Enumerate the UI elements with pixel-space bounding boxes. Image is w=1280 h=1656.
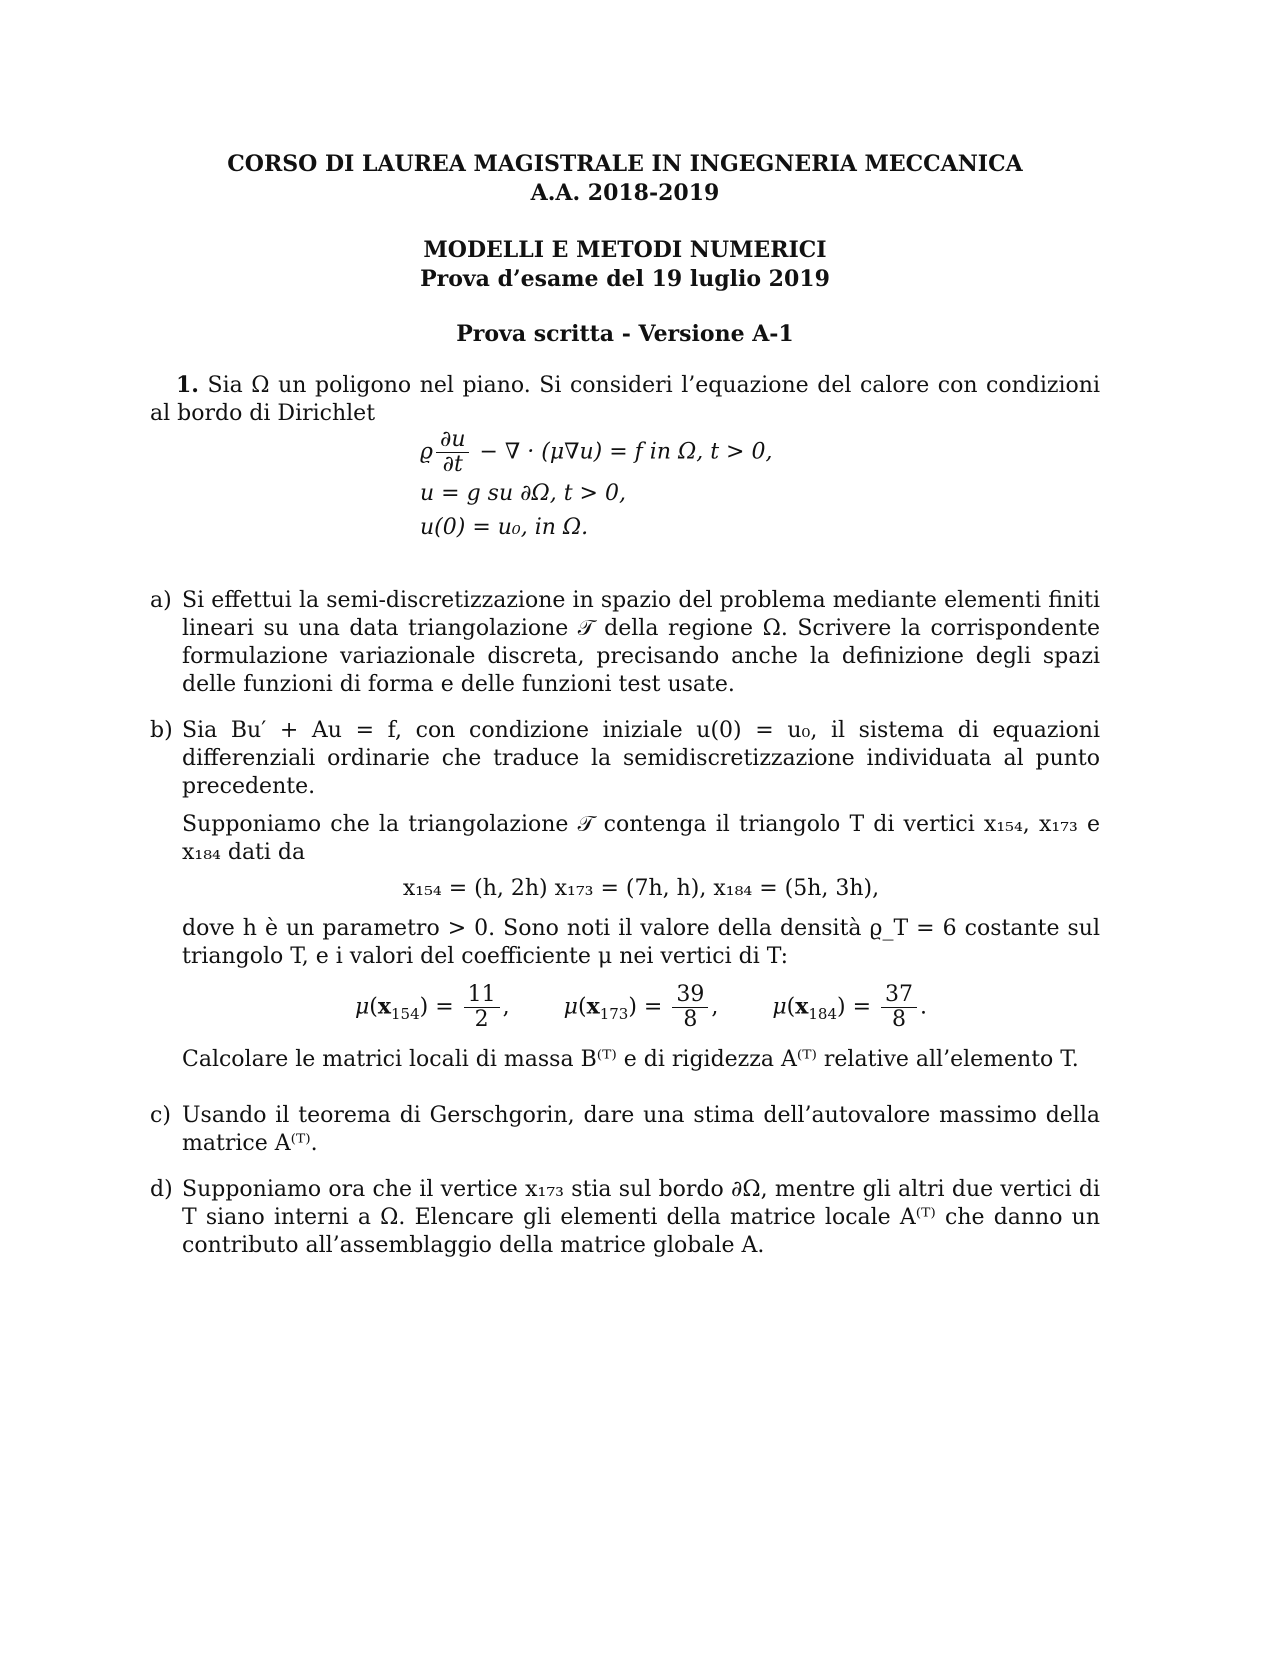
problem-statement <box>150 371 1100 428</box>
equation-initial: u(0) = u₀, in Ω. <box>420 515 589 540</box>
question-d <box>150 1176 1100 1260</box>
question-a-label: a) <box>150 588 172 613</box>
exam-date: Prova d’esame del 19 luglio 2019 <box>420 266 830 292</box>
vertex-coordinates: x₁₅₄ = (h, 2h) x₁₇₃ = (7h, h), x₁₈₄ = (5h, 3h), <box>402 876 880 901</box>
problem-intro: Sia Ω un poligono nel piano. Si consideri l’equazione del calore con condizioni al bordo di Dirichlet <box>150 373 1100 426</box>
question-b-label: b) <box>150 718 173 743</box>
question-a <box>150 587 1100 699</box>
mu2-numerator: 39 <box>672 983 708 1008</box>
question-c <box>150 1102 1100 1158</box>
question-list <box>150 587 1100 1260</box>
question-d-label: d) <box>150 1177 173 1202</box>
exam-version: Prova scritta - Versione A-1 <box>456 321 794 347</box>
mu2-denominator: 8 <box>683 1007 698 1032</box>
problem-number: 1. <box>176 372 199 398</box>
academic-year: A.A. 2018-2019 <box>530 180 720 206</box>
course-title: CORSO DI LAUREA MAGISTRALE IN INGEGNERIA MECCANICA <box>227 151 1023 177</box>
question-b-triangle: Supponiamo che la triangolazione 𝒯 contenga il triangolo T di vertici x₁₅₄, x₁₇₃ e x₁₈₄ dati da <box>182 812 1100 865</box>
mu1-numerator: 11 <box>464 983 500 1008</box>
question-b-system: Sia Bu′ + Au = f, con condizione iniziale u(0) = u₀, il sistema di equazioni differenziali ordinarie che traduce la semidiscretizzazione individuata al punto precedente. <box>182 718 1100 799</box>
mu3-numerator: 37 <box>881 983 917 1008</box>
equation-system <box>420 428 1100 545</box>
question-c-text: Usando il teorema di Gerschgorin, dare una stima dell’autovalore massimo della matrice A⁽ᵀ⁾. <box>182 1103 1100 1156</box>
question-b-task: Calcolare le matrici locali di massa B⁽ᵀ⁾ e di rigidezza A⁽ᵀ⁾ relative all’elemento T. <box>182 1047 1079 1072</box>
question-b <box>150 717 1100 1084</box>
question-c-label: c) <box>150 1103 171 1128</box>
question-d-text: Supponiamo ora che il vertice x₁₇₃ stia sul bordo ∂Ω, mentre gli altri due vertici di T siano interni a Ω. Elencare gli elementi della matrice locale A⁽ᵀ⁾ che danno un contributo all’assemblaggio della matrice globale A. <box>182 1177 1100 1258</box>
subject-title: MODELLI E METODI NUMERICI <box>423 237 827 263</box>
question-a-text: Si effettui la semi-discretizzazione in spazio del problema mediante elementi finiti lineari su una data triangolazione 𝒯 della regione Ω. Scrivere la corrispondente formulazione variazionale discreta, precisando anche la definizione degli spazi delle funzioni di forma e delle funzioni test usate. <box>182 588 1100 697</box>
equation-heat-rest: − ∇ · (μ∇u) = f in Ω, t > 0, <box>479 439 773 465</box>
mu-values: $\mu(x_{154})$ = $\frac{11}{2}$ , $\mu(x_{173})$ = $\frac{39}{8}$ , $\mu(x_{184})$ = $\frac{37}{8}$ . <box>354 982 928 1032</box>
equation-boundary: u = g su ∂Ω, t > 0, <box>420 481 626 506</box>
question-b-density: dove h è un parametro > 0. Sono noti il valore della densità ϱ_T = 6 costante sul triangolo T, e i valori del coefficiente μ nei vertici di T: <box>182 916 1100 969</box>
partial-derivative: $\frac{\partial u}{\partial t}$ <box>436 428 470 477</box>
mu1-denominator: 2 <box>474 1007 489 1032</box>
exam-page <box>150 150 1100 1278</box>
mu3-denominator: 8 <box>892 1007 907 1032</box>
equation-heat: ϱ $\frac{\partial u}{\partial t}$ − ∇ · (μ∇u) = f in Ω, t > 0, <box>420 427 773 477</box>
